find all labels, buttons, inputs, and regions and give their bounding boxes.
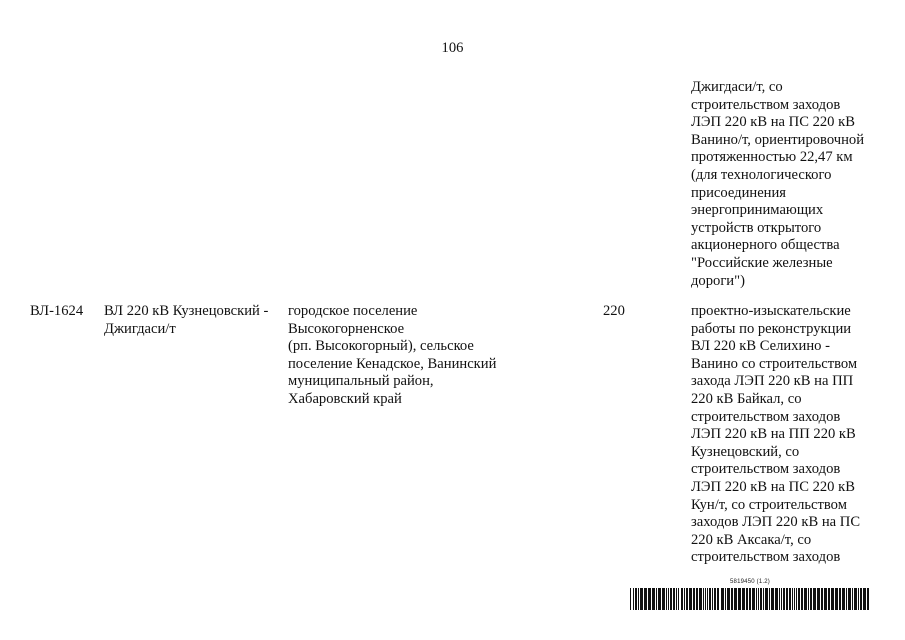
text-line: ВЛ 220 кВ Селихино - [691,338,830,355]
text-line: 220 кВ Аксака/т, со [691,531,812,548]
text-line: Кун/т, со строительством [691,496,847,513]
text-line: строительством заходов [691,96,841,113]
text-line: Джигдаси/т, со [691,79,783,95]
text-line: ЛЭП 220 кВ на ПС 220 кВ [691,478,855,495]
page-number: 106 [441,40,464,56]
text-line: муниципальный район, [288,373,434,390]
line-name-cell [104,303,284,338]
text-line: протяженностью 22,47 км [691,149,853,166]
text-line: Хабаровский край [288,390,402,407]
text-line: акционерного общества [691,237,840,254]
voltage-cell: 220 [603,303,625,319]
text-line: проектно-изыскательские [691,303,851,319]
text-line: строительством заходов [691,408,841,425]
text-line: присоединения [691,184,787,201]
text-line: ВЛ 220 кВ Кузнецовский - [104,303,269,319]
text-line: "Российские железные [691,254,833,271]
text-line: городское поселение [288,303,418,319]
text-line: захода ЛЭП 220 кВ на ПП [691,373,854,390]
text-line: работы по реконструкции [691,320,852,337]
text-line: 220 кВ Байкал, со [691,390,802,407]
purpose-cell [691,303,891,567]
text-line: Ванино со строительством [691,355,858,372]
document-barcode [630,579,870,611]
text-line: устройств открытого [691,219,822,236]
text-line: дороги") [691,272,745,289]
location-cell [288,303,518,409]
text-line: строительством заходов [691,549,841,566]
text-line: заходов ЛЭП 220 кВ на ПС [691,514,861,531]
text-line: (рп. Высокогорный), сельское [288,338,474,355]
text-line: ЛЭП 220 кВ на ПС 220 кВ [691,114,855,131]
barcode-id: 5819450 (1.2) [730,579,770,585]
text-line: ЛЭП 220 кВ на ПП 220 кВ [691,426,856,443]
text-line: энергопринимающих [691,202,824,219]
purpose-continuation-text [691,79,891,290]
text-line: Джигдаси/т [104,320,176,337]
text-line: Высокогорненское [288,320,405,337]
text-line: строительством заходов [691,461,841,478]
text-line: Ванино/т, ориентировочной [691,131,865,148]
barcode-icon [630,588,870,610]
line-code-cell: ВЛ-1624 [30,303,84,319]
text-line: поселение Кенадское, Ванинский [288,355,497,372]
text-line: (для технологического [691,166,832,183]
text-line: Кузнецовский, со [691,443,800,460]
